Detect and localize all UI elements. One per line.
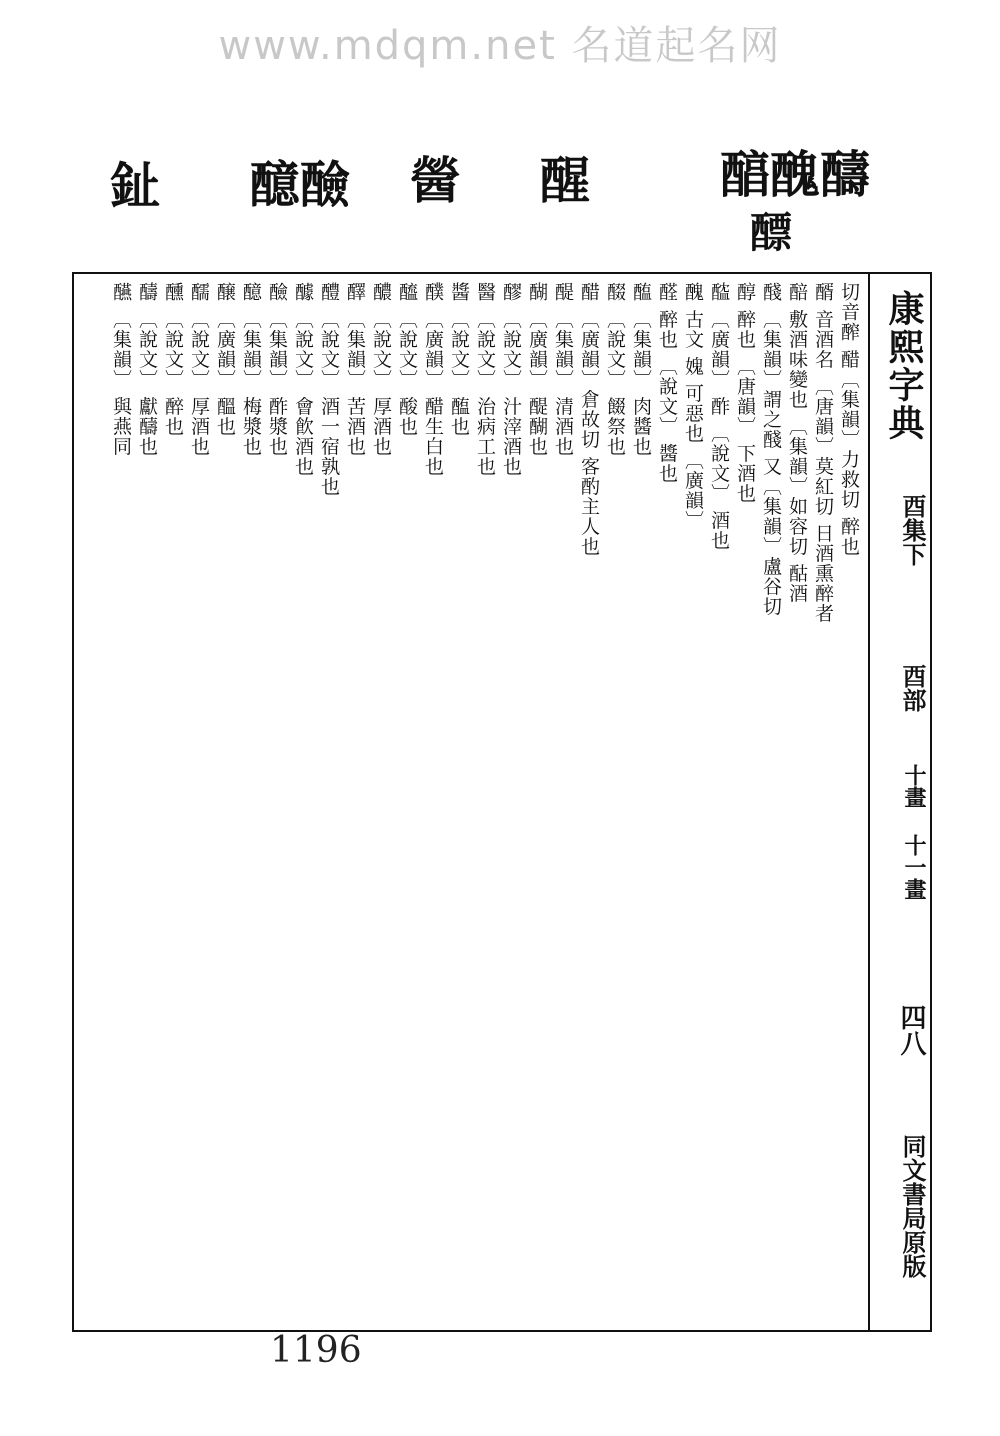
publisher-label: 同文書局原版 <box>898 1134 927 1278</box>
seal-character: 醷醶 <box>250 155 350 214</box>
text-column: 醺 〔說文〕 醉也 <box>162 282 184 437</box>
text-column: 醓 〔廣韻〕 酢 〔說文〕 酒也 <box>708 282 730 551</box>
header-column <box>868 274 930 1330</box>
text-column: 醛 醉也 〔說文〕 醬也 <box>656 282 678 484</box>
entry-columns <box>82 282 862 1322</box>
text-column: 切音醡 醋〔集韻〕力救切 醉也 <box>838 282 860 557</box>
text-column: 醯 〔說文〕 酸也 <box>396 282 418 437</box>
text-column: 醲 〔說文〕 厚酒也 <box>370 282 392 457</box>
text-column: 醪 〔說文〕 汁滓酒也 <box>500 282 522 477</box>
text-column: 醬 〔說文〕 醢也 <box>448 282 470 437</box>
seal-character: 醒 <box>540 151 590 210</box>
text-column: 醊 〔說文〕 餟祭也 <box>604 282 626 457</box>
page-frame <box>72 272 932 1332</box>
text-column: 醳 〔集韻〕 苦酒也 <box>344 282 366 457</box>
watermark: www.mdqm.net 名道起名网 <box>218 23 782 69</box>
radical-label: 酉部 <box>898 664 927 712</box>
seal-script-row <box>110 145 870 260</box>
text-column: 醶 〔集韻〕 酢漿也 <box>266 282 288 457</box>
text-column: 醐 〔廣韻〕 醍醐也 <box>526 282 548 457</box>
text-column: 醋 〔廣韻〕倉故切 客酌主人也 <box>578 282 600 557</box>
text-column: 醻 〔說文〕 獻醻也 <box>136 282 158 457</box>
text-column: 醆 〔集韻〕謂之醆 又〔集韻〕盧谷切 <box>760 282 782 617</box>
volume-number: 四八 <box>896 1004 926 1056</box>
seal-character: 醟 <box>410 151 460 210</box>
text-column: 醑 音酒名 〔唐韻〕莫紅切 日酒熏醉者 <box>812 282 834 624</box>
text-column: 醜 古文 媿 可惡也 〔廣韻〕 <box>682 282 704 531</box>
stroke-count-label: 十畫 十一畫 <box>901 764 927 900</box>
text-column: 醴 〔說文〕 酒一宿孰也 <box>318 282 340 497</box>
collection-part: 酉集下 <box>898 494 927 566</box>
text-column: 醍 〔集韻〕 清酒也 <box>552 282 574 457</box>
text-column: 醼 〔集韻〕 與燕同 <box>110 282 132 457</box>
text-column: 醵 〔說文〕 會飮酒也 <box>292 282 314 477</box>
dictionary-title: 康熙字典 <box>883 290 925 442</box>
text-column: 醸 〔廣韻〕 醞也 <box>214 282 236 437</box>
page-number: 1196 <box>270 1330 362 1371</box>
text-column: 醅 敷酒味變也 〔集韻〕如容切 酤酒 <box>786 282 808 604</box>
seal-character: 醕醜醻 <box>720 145 870 204</box>
text-column: 醭 〔廣韻〕 醋生白也 <box>422 282 444 477</box>
text-column: 醫 〔說文〕 治病工也 <box>474 282 496 477</box>
seal-character: 醥 <box>750 208 793 257</box>
text-column: 醷 〔集韻〕 梅漿也 <box>240 282 262 457</box>
text-column: 醢 〔集韻〕 肉醬也 <box>630 282 652 457</box>
seal-character: 䤠 <box>110 157 160 216</box>
text-column: 醹 〔說文〕 厚酒也 <box>188 282 210 457</box>
text-column: 醇 醉也 〔唐韻〕 下酒也 <box>734 282 756 504</box>
